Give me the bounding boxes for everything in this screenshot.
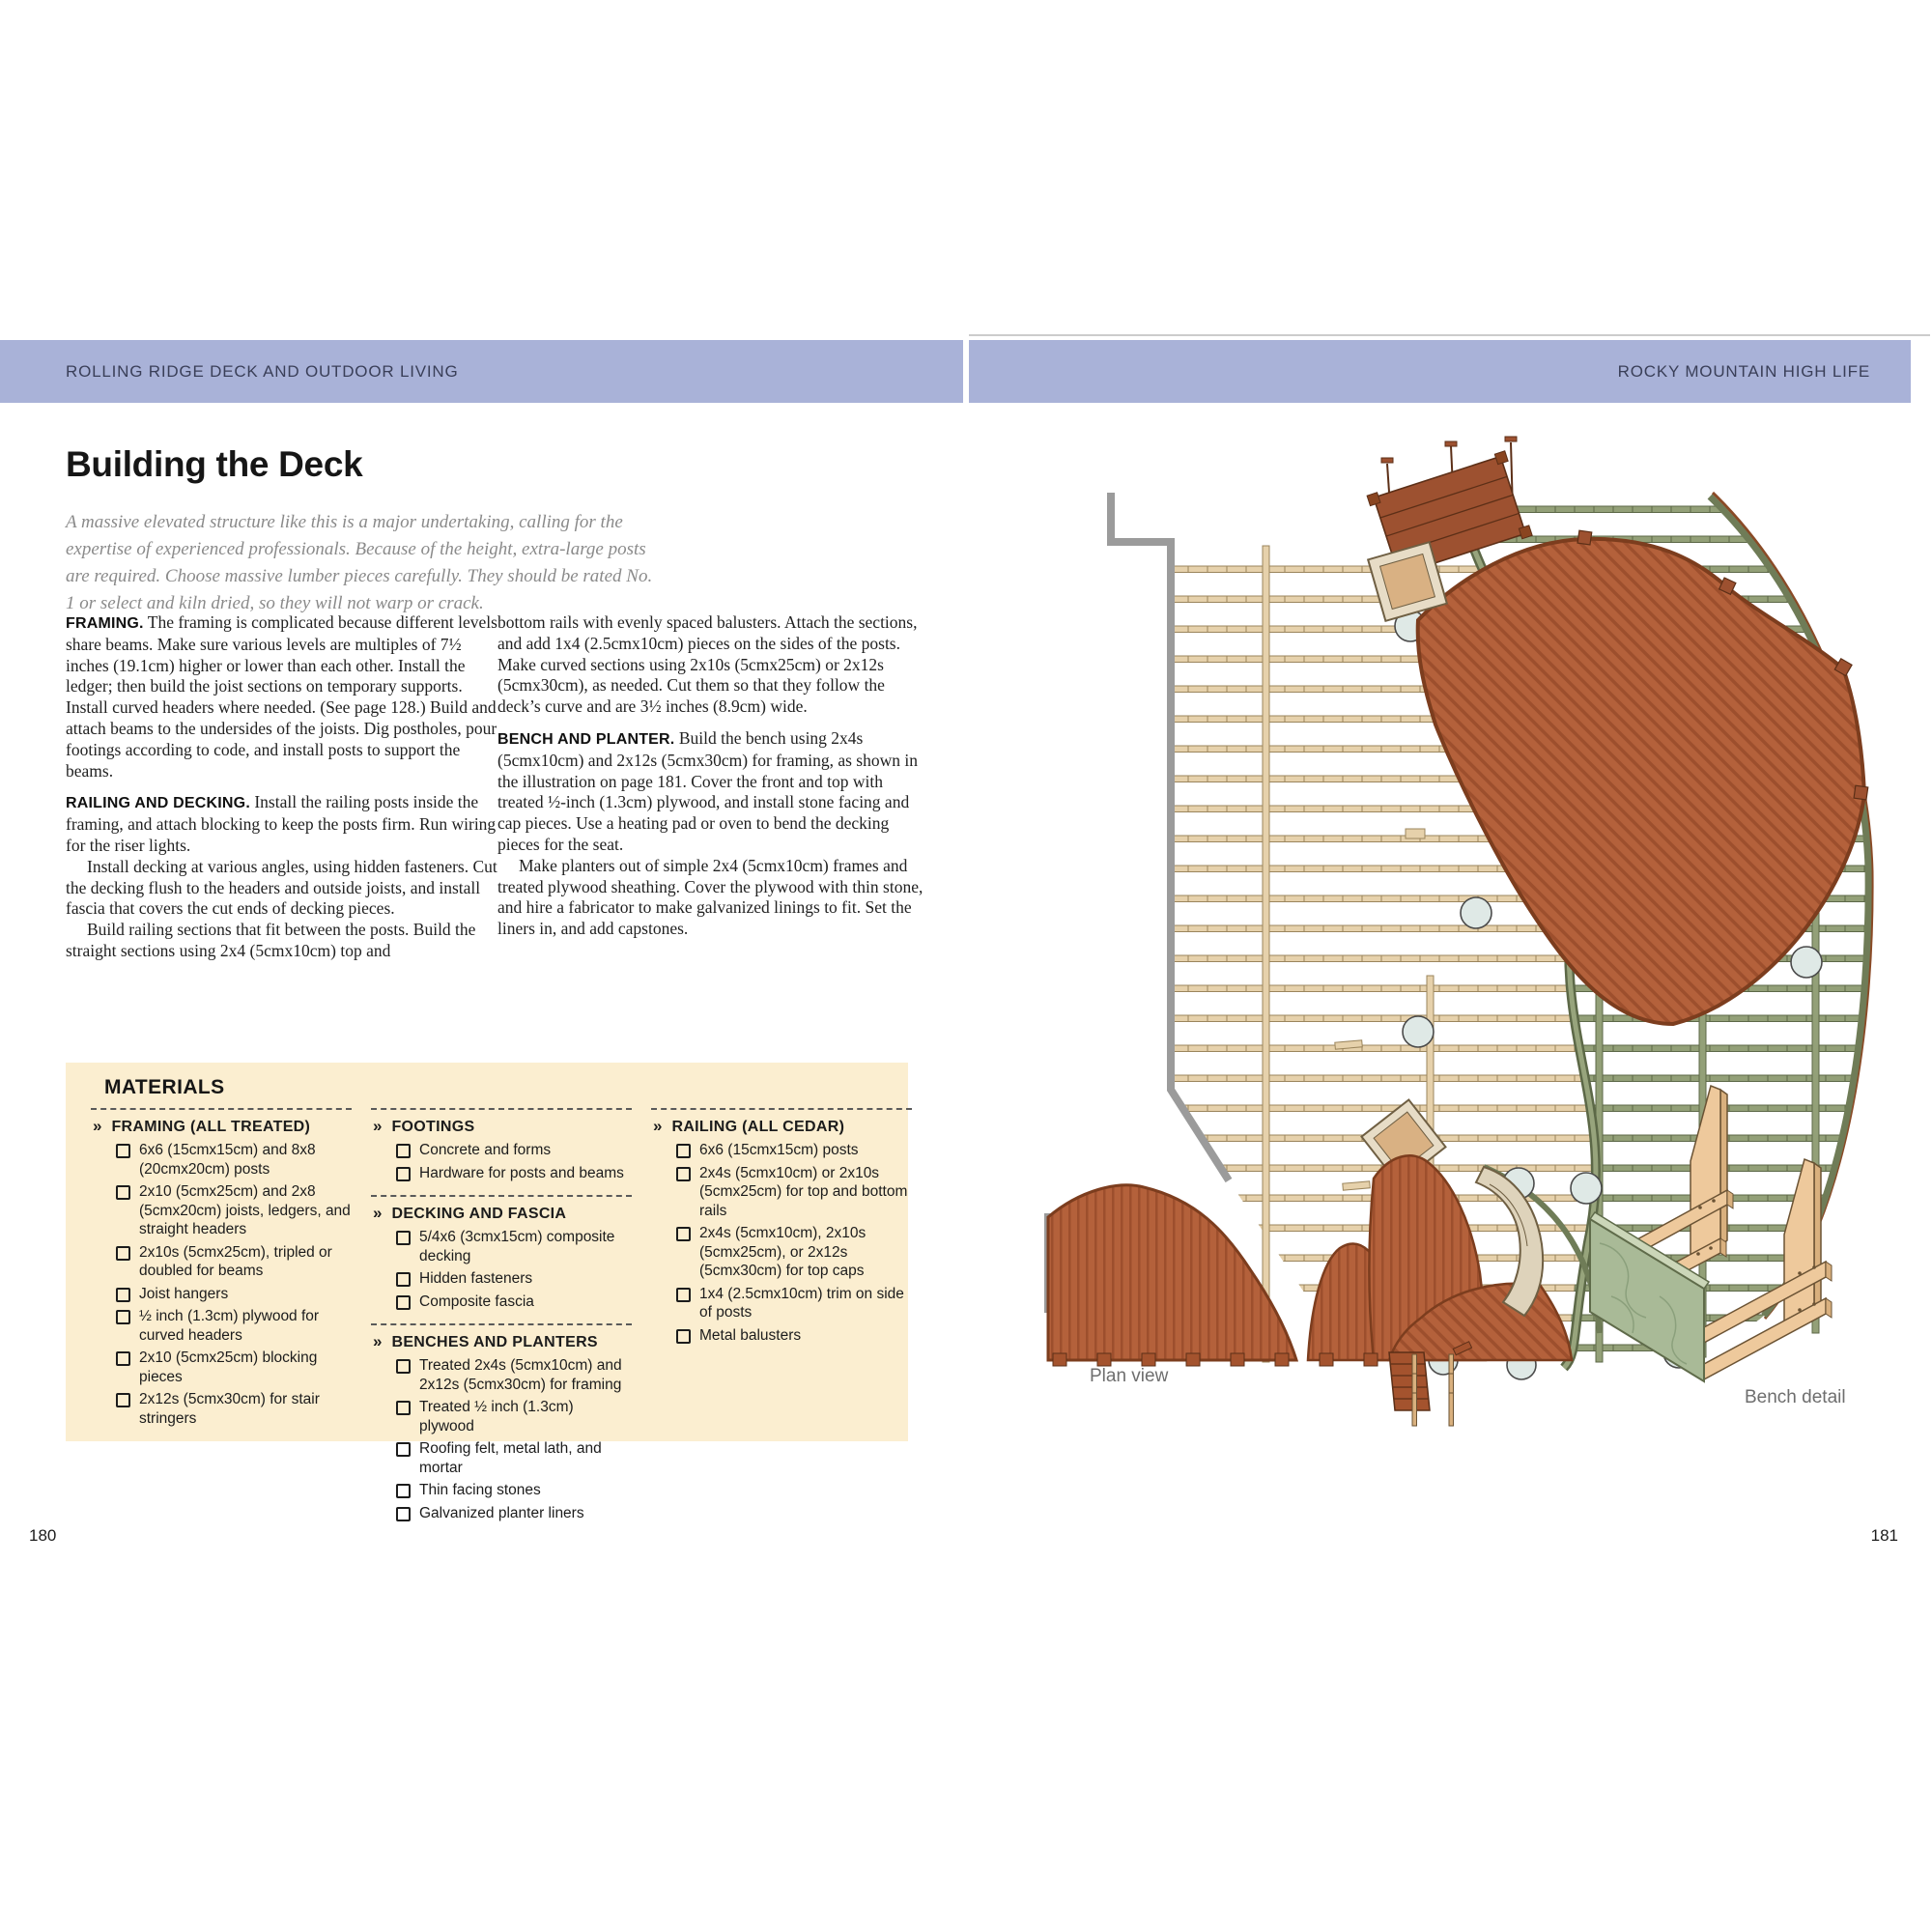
materials-columns [91, 1108, 908, 1535]
checkbox-icon [116, 1310, 130, 1324]
section-title: RAILING (ALL CEDAR) [671, 1119, 845, 1135]
checkbox-icon [396, 1359, 411, 1374]
section-title: BENCHES AND PLANTERS [391, 1334, 598, 1350]
bench-detail-caption: Bench detail [1745, 1387, 1846, 1407]
materials-item [396, 1481, 632, 1500]
checkbox-icon [396, 1484, 411, 1498]
materials-section-footings [371, 1108, 632, 1182]
materials-title: MATERIALS [104, 1076, 225, 1098]
left-page-number: 180 [29, 1526, 57, 1545]
checkbox-icon [396, 1272, 411, 1287]
paragraph-balusters: bottom rails with evenly spaced balusters. Attach the sections, and add 1x4 (2.5cmx10cm) pieces on the sides of the posts. Make curved sections using 2x10s (5cmx25cm) or 2x12s (5cmx30cm), as needed. Cut them so that they follow the deck’s curve and are 3½ inches (8.9cm) wide. [497, 612, 918, 717]
checkbox-icon [396, 1401, 411, 1415]
paragraph-railing-decking [66, 792, 500, 856]
materials-item [396, 1504, 632, 1523]
left-page-header-bar [0, 340, 963, 403]
paragraph-planters: Make planters out of simple 2x4 (5cmx10cm) frames and treated plywood sheathing. Cover the plywood with thin stone, and hire a fabricator to make galvanized linings to fit. Set the liners in, and add capstones. [497, 855, 923, 939]
bench-detail-illustration [1582, 1074, 1872, 1407]
materials-item [676, 1326, 912, 1346]
framing-lead: FRAMING. [66, 615, 144, 632]
materials-item [116, 1243, 352, 1281]
materials-column-1 [91, 1108, 352, 1535]
materials-item [676, 1164, 912, 1221]
plan-view-caption: Plan view [1090, 1366, 1169, 1386]
materials-item [676, 1141, 912, 1160]
left-running-head: ROLLING RIDGE DECK AND OUTDOOR LIVING [66, 362, 459, 381]
materials-item [116, 1141, 352, 1179]
body-column-2 [497, 612, 932, 940]
materials-item [396, 1439, 632, 1477]
item-text: 2x10s (5cmx25cm), tripled or doubled for beams [139, 1243, 332, 1279]
materials-item [116, 1390, 352, 1428]
materials-item [116, 1349, 352, 1386]
item-text: Roofing felt, metal lath, and mortar [419, 1440, 602, 1476]
right-running-head: ROCKY MOUNTAIN HIGH LIFE [1617, 362, 1870, 381]
railing-text: Install the railing posts inside the framing, and attach blocking to keep the posts firm. Run wiring for the riser lights. [66, 792, 497, 855]
header-rule [969, 334, 1930, 336]
checkbox-icon [116, 1246, 130, 1261]
checkbox-icon [116, 1393, 130, 1407]
item-text: Joist hangers [139, 1285, 229, 1302]
chevron-icon: » [93, 1117, 102, 1135]
section-title: FOOTINGS [391, 1119, 475, 1135]
materials-section-benches [371, 1323, 632, 1522]
railing-lead: RAILING AND DECKING. [66, 795, 250, 812]
right-page-number: 181 [1870, 1526, 1898, 1545]
materials-item [116, 1307, 352, 1345]
materials-item [396, 1398, 632, 1435]
materials-item [116, 1182, 352, 1239]
item-text: 5/4x6 (3cmx15cm) composite decking [419, 1229, 615, 1264]
materials-item [396, 1269, 632, 1289]
paragraph-bench-planter [497, 728, 932, 856]
item-text: Concrete and forms [419, 1142, 552, 1158]
checkbox-icon [116, 1185, 130, 1200]
body-column-1 [66, 612, 500, 962]
intro-paragraph: A massive elevated structure like this is a major undertaking, calling for the expertise of experienced professionals. Because of the height, extra-large posts are required. Choose massive lumber pieces carefully. They should be rated No. 1 or select and kiln dried, so they will not warp or crack. [66, 512, 653, 613]
bench-left-upright [1690, 1086, 1727, 1260]
chevron-icon: » [653, 1117, 663, 1135]
checkbox-icon [676, 1144, 691, 1158]
item-text: Composite fascia [419, 1293, 534, 1310]
item-text: 1x4 (2.5cmx10cm) trim on side of posts [699, 1285, 904, 1321]
materials-item [396, 1293, 632, 1312]
materials-column-3 [651, 1108, 912, 1535]
section-title: FRAMING (ALL TREATED) [111, 1119, 311, 1135]
materials-item [116, 1285, 352, 1304]
materials-item [676, 1285, 912, 1322]
materials-item [396, 1141, 632, 1160]
materials-item [676, 1224, 912, 1281]
item-text: Treated ½ inch (1.3cm) plywood [419, 1399, 574, 1435]
item-text: Hidden fasteners [419, 1270, 533, 1287]
materials-section-framing [91, 1108, 352, 1428]
checkbox-icon [676, 1288, 691, 1302]
item-text: 2x10 (5cmx25cm) and 2x8 (5cmx20cm) joists, ledgers, and straight headers [139, 1183, 351, 1237]
materials-box [66, 1063, 908, 1521]
paragraph-decking-install: Install decking at various angles, using hidden fasteners. Cut the decking flush to the headers and outside joists, and install fascia that covers the cut ends of decking pieces. [66, 856, 497, 919]
materials-item [396, 1228, 632, 1265]
checkbox-icon [396, 1231, 411, 1245]
item-text: 6x6 (15cmx15cm) posts [699, 1142, 859, 1158]
item-text: Thin facing stones [419, 1482, 541, 1498]
materials-section-decking [371, 1195, 632, 1311]
chevron-icon: » [373, 1117, 383, 1135]
checkbox-icon [116, 1144, 130, 1158]
item-text: Galvanized planter liners [419, 1504, 584, 1521]
checkbox-icon [396, 1295, 411, 1310]
bench-lead: BENCH AND PLANTER. [497, 730, 675, 748]
chevron-icon: » [373, 1204, 383, 1222]
section-title: DECKING AND FASCIA [391, 1206, 567, 1222]
checkbox-icon [676, 1167, 691, 1181]
item-text: 2x4s (5cmx10cm), 2x10s (5cmx25cm), or 2x12s (5cmx30cm) for top caps [699, 1225, 867, 1279]
paragraph-framing [66, 612, 500, 781]
item-text: 2x10 (5cmx25cm) blocking pieces [139, 1350, 318, 1385]
item-text: Hardware for posts and beams [419, 1164, 624, 1181]
right-page-header-bar [969, 340, 1911, 403]
checkbox-icon [396, 1507, 411, 1521]
checkbox-icon [396, 1442, 411, 1457]
item-text: 6x6 (15cmx15cm) and 8x8 (20cmx20cm) posts [139, 1142, 316, 1178]
checkbox-icon [676, 1227, 691, 1241]
checkbox-icon [676, 1329, 691, 1344]
checkbox-icon [396, 1144, 411, 1158]
chevron-icon: » [373, 1332, 383, 1350]
materials-item [396, 1164, 632, 1183]
framing-text: The framing is complicated because different levels share beams. Make sure various levels are multiples of 7½ inches (19.1cm) higher or lower than each other. Install the ledger; then build the joist sections on temporary supports. Install curved headers where needed. (See page 128.) Build and attach beams to the undersides of the joists. Dig postholes, pour footings according to code, and install posts to support the beams. [66, 612, 497, 781]
item-text: Treated 2x4s (5cmx10cm) and 2x12s (5cmx30cm) for framing [419, 1357, 622, 1393]
checkbox-icon [116, 1351, 130, 1366]
materials-item [396, 1356, 632, 1394]
item-text: ½ inch (1.3cm) plywood for curved headers [139, 1308, 320, 1344]
checkbox-icon [396, 1167, 411, 1181]
materials-column-2 [371, 1108, 632, 1535]
page-title: Building the Deck [66, 444, 363, 484]
checkbox-icon [116, 1288, 130, 1302]
materials-section-railing [651, 1108, 912, 1345]
bench-text: Build the bench using 2x4s (5cmx10cm) and 2x12s (5cmx30cm) for framing, as shown in the illustration on page 181. Cover the front and top with treated ½-inch (1.3cm) plywood, and install stone facing and cap pieces. Use a heating pad or oven to bend the decking pieces for the seat. [497, 727, 918, 854]
item-text: 2x12s (5cmx30cm) for stair stringers [139, 1391, 320, 1427]
paragraph-railing-sections: Build railing sections that fit between the posts. Build the straight sections using 2x4 (5cmx10cm) top and [66, 920, 476, 960]
bench-right-rails [1704, 1262, 1832, 1379]
item-text: Metal balusters [699, 1326, 802, 1344]
item-text: 2x4s (5cmx10cm) or 2x10s (5cmx25cm) for top and bottom rails [699, 1164, 908, 1219]
